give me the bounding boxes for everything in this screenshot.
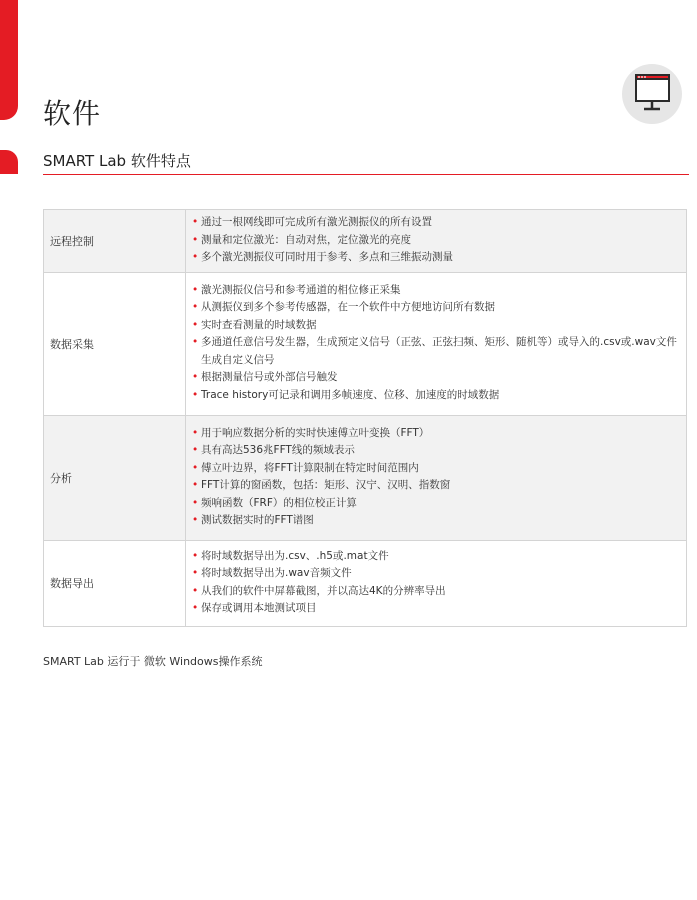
list-item: • 将时域数据导出为.csv、.h5或.mat文件: [192, 548, 678, 566]
table-row-data-export: [44, 540, 687, 626]
monitor-icon: [622, 64, 682, 124]
list-item: • 保存或调用本地测试项目: [192, 600, 678, 618]
list-item: • 测量和定位激光：自动对焦，定位激光的亮度: [192, 232, 678, 250]
red-accent-tab-section: [0, 150, 18, 174]
list-item: • 通过一根网线即可完成所有激光测振仪的所有设置: [192, 214, 678, 232]
list-item: • 傅立叶边界，将FFT计算限制在特定时间范围内: [192, 460, 678, 478]
row-category: 分析: [44, 415, 186, 540]
footer-note: SMART Lab 运行于 微软 Windows操作系统: [43, 655, 263, 668]
row-items: [186, 415, 687, 540]
list-item: • 从我们的软件中屏幕截图，并以高达4K的分辨率导出: [192, 583, 678, 601]
list-item: • 测试数据实时的FFT谱图: [192, 512, 678, 530]
page-title: 软件: [43, 97, 102, 130]
row-items: [186, 210, 687, 273]
list-item: • 用于响应数据分析的实时快速傅立叶变换（FFT）: [192, 425, 678, 443]
section-divider: [43, 174, 689, 175]
table-row-analysis: [44, 415, 687, 540]
row-category: 远程控制: [44, 210, 186, 273]
section-subtitle: SMART Lab 软件特点: [43, 152, 191, 170]
list-item: • 激光测振仪信号和参考通道的相位修正采集: [192, 282, 678, 300]
list-item: • 将时域数据导出为.wav音频文件: [192, 565, 678, 583]
red-accent-tab-top: [0, 0, 18, 120]
table-row-remote-control: [44, 210, 687, 273]
table-row-data-acquisition: [44, 272, 687, 415]
list-item: • 频响函数（FRF）的相位校正计算: [192, 495, 678, 513]
list-item: • 多个激光测振仪可同时用于参考、多点和三维振动测量: [192, 249, 678, 267]
list-item: • 从测振仪到多个参考传感器，在一个软件中方便地访问所有数据: [192, 299, 678, 317]
row-category: 数据导出: [44, 540, 186, 626]
list-item: • 多通道任意信号发生器，生成预定义信号（正弦、正弦扫频、矩形、随机等）或导入的.csv或.wav文件生成自定义信号: [192, 334, 678, 369]
list-item: • FFT计算的窗函数，包括：矩形、汉宁、汉明、指数窗: [192, 477, 678, 495]
list-item: • 根据测量信号或外部信号触发: [192, 369, 678, 387]
row-items: [186, 540, 687, 626]
list-item: • 具有高达536兆FFT线的频域表示: [192, 442, 678, 460]
list-item: • 实时查看测量的时域数据: [192, 317, 678, 335]
row-category: 数据采集: [44, 272, 186, 415]
feature-table: [43, 209, 687, 627]
list-item: • Trace history可记录和调用多帧速度、位移、加速度的时域数据: [192, 387, 678, 405]
row-items: [186, 272, 687, 415]
